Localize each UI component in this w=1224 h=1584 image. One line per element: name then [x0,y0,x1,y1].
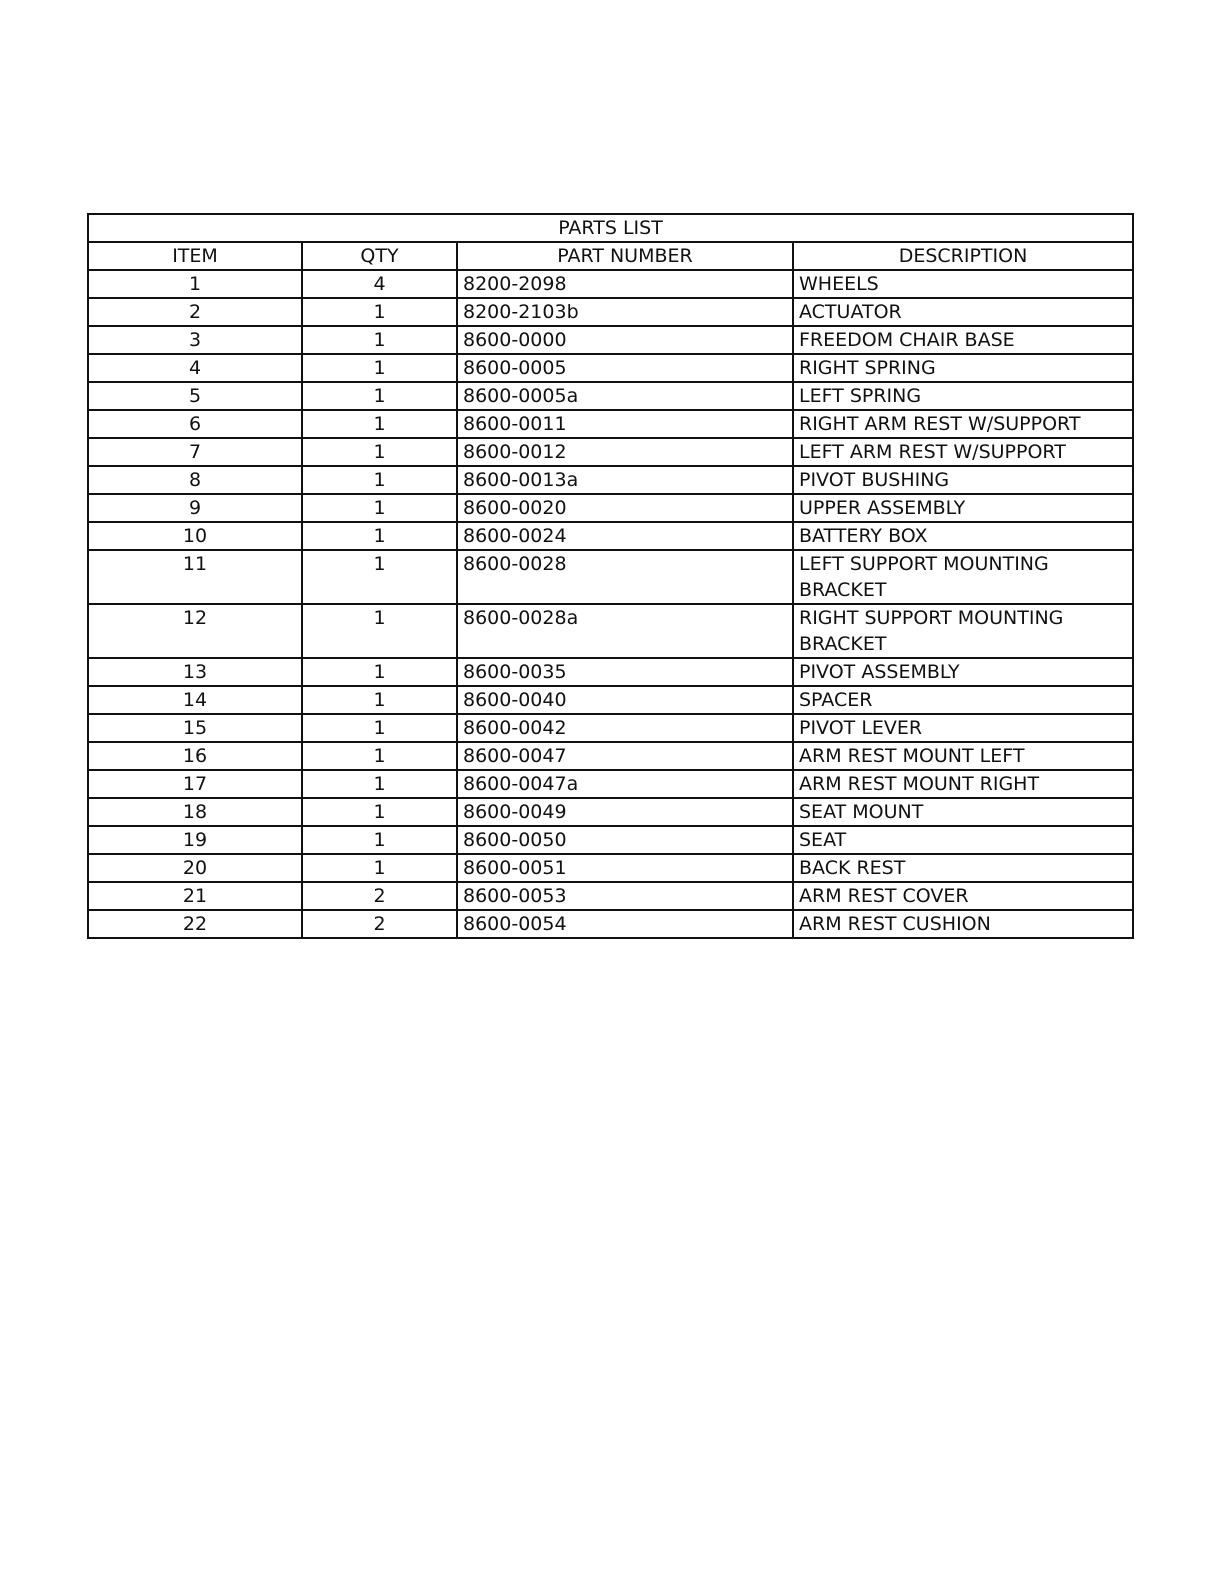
item-cell: 20 [88,854,302,882]
item-cell: 21 [88,882,302,910]
description-cell: BATTERY BOX [793,522,1133,550]
description-cell: FREEDOM CHAIR BASE [793,326,1133,354]
description-cell: SEAT MOUNT [793,798,1133,826]
table-row [88,382,1133,410]
qty-cell: 1 [302,354,457,382]
part-number-cell: 8200-2103b [457,298,793,326]
qty-cell: 1 [302,522,457,550]
table-row [88,270,1133,298]
qty-cell: 1 [302,494,457,522]
qty-cell: 2 [302,910,457,938]
description-cell: WHEELS [793,270,1133,298]
qty-cell: 1 [302,410,457,438]
table-row [88,494,1133,522]
qty-cell: 1 [302,798,457,826]
description-cell: ARM REST COVER [793,882,1133,910]
qty-cell: 1 [302,854,457,882]
table-row [88,298,1133,326]
part-number-cell: 8600-0050 [457,826,793,854]
description-cell: ARM REST MOUNT RIGHT [793,770,1133,798]
table-row [88,910,1133,938]
table-row [88,686,1133,714]
table-row [88,550,1133,604]
description-cell: SEAT [793,826,1133,854]
part-number-cell: 8600-0040 [457,686,793,714]
item-cell: 1 [88,270,302,298]
description-cell: RIGHT ARM REST W/SUPPORT [793,410,1133,438]
description-cell: UPPER ASSEMBLY [793,494,1133,522]
item-cell: 6 [88,410,302,438]
part-number-cell: 8600-0053 [457,882,793,910]
table-row [88,658,1133,686]
description-cell: ARM REST MOUNT LEFT [793,742,1133,770]
part-number-cell: 8600-0024 [457,522,793,550]
description-cell: ARM REST CUSHION [793,910,1133,938]
table-row [88,798,1133,826]
qty-cell: 2 [302,882,457,910]
description-cell: BACK REST [793,854,1133,882]
item-cell: 9 [88,494,302,522]
description-cell: RIGHT SUPPORT MOUNTING BRACKET [793,604,1133,658]
item-cell: 12 [88,604,302,658]
item-cell: 17 [88,770,302,798]
qty-cell: 1 [302,438,457,466]
table-body [88,270,1133,938]
part-number-cell: 8600-0051 [457,854,793,882]
item-cell: 5 [88,382,302,410]
header-part-number: PART NUMBER [457,242,793,270]
description-cell: RIGHT SPRING [793,354,1133,382]
item-cell: 16 [88,742,302,770]
qty-cell: 1 [302,770,457,798]
table-row [88,604,1133,658]
qty-cell: 1 [302,326,457,354]
part-number-cell: 8600-0049 [457,798,793,826]
header-qty: QTY [302,242,457,270]
table-row [88,742,1133,770]
qty-cell: 1 [302,382,457,410]
qty-cell: 1 [302,742,457,770]
item-cell: 19 [88,826,302,854]
part-number-cell: 8600-0035 [457,658,793,686]
table-row [88,882,1133,910]
qty-cell: 1 [302,604,457,658]
qty-cell: 4 [302,270,457,298]
table-row [88,770,1133,798]
part-number-cell: 8600-0013a [457,466,793,494]
part-number-cell: 8600-0028a [457,604,793,658]
table-title: PARTS LIST [88,214,1133,242]
header-description: DESCRIPTION [793,242,1133,270]
qty-cell: 1 [302,466,457,494]
item-cell: 22 [88,910,302,938]
item-cell: 8 [88,466,302,494]
item-cell: 15 [88,714,302,742]
part-number-cell: 8600-0020 [457,494,793,522]
table-row [88,714,1133,742]
table-header-row [88,242,1133,270]
description-cell: LEFT ARM REST W/SUPPORT [793,438,1133,466]
table-row [88,410,1133,438]
part-number-cell: 8600-0005a [457,382,793,410]
parts-list-table [87,213,1134,939]
item-cell: 13 [88,658,302,686]
table-row [88,854,1133,882]
part-number-cell: 8600-0047a [457,770,793,798]
description-cell: LEFT SPRING [793,382,1133,410]
part-number-cell: 8600-0042 [457,714,793,742]
part-number-cell: 8600-0047 [457,742,793,770]
table-row [88,438,1133,466]
item-cell: 7 [88,438,302,466]
header-item: ITEM [88,242,302,270]
qty-cell: 1 [302,298,457,326]
item-cell: 4 [88,354,302,382]
part-number-cell: 8600-0012 [457,438,793,466]
qty-cell: 1 [302,550,457,604]
qty-cell: 1 [302,658,457,686]
table-row [88,826,1133,854]
part-number-cell: 8600-0011 [457,410,793,438]
qty-cell: 1 [302,826,457,854]
table-row [88,522,1133,550]
part-number-cell: 8200-2098 [457,270,793,298]
description-cell: PIVOT ASSEMBLY [793,658,1133,686]
item-cell: 3 [88,326,302,354]
table-row [88,466,1133,494]
description-cell: PIVOT LEVER [793,714,1133,742]
item-cell: 14 [88,686,302,714]
description-cell: SPACER [793,686,1133,714]
item-cell: 2 [88,298,302,326]
qty-cell: 1 [302,714,457,742]
item-cell: 18 [88,798,302,826]
table-row [88,326,1133,354]
qty-cell: 1 [302,686,457,714]
description-cell: ACTUATOR [793,298,1133,326]
part-number-cell: 8600-0054 [457,910,793,938]
table-title-row [88,214,1133,242]
item-cell: 10 [88,522,302,550]
part-number-cell: 8600-0005 [457,354,793,382]
part-number-cell: 8600-0000 [457,326,793,354]
table-row [88,354,1133,382]
description-cell: LEFT SUPPORT MOUNTING BRACKET [793,550,1133,604]
item-cell: 11 [88,550,302,604]
part-number-cell: 8600-0028 [457,550,793,604]
description-cell: PIVOT BUSHING [793,466,1133,494]
